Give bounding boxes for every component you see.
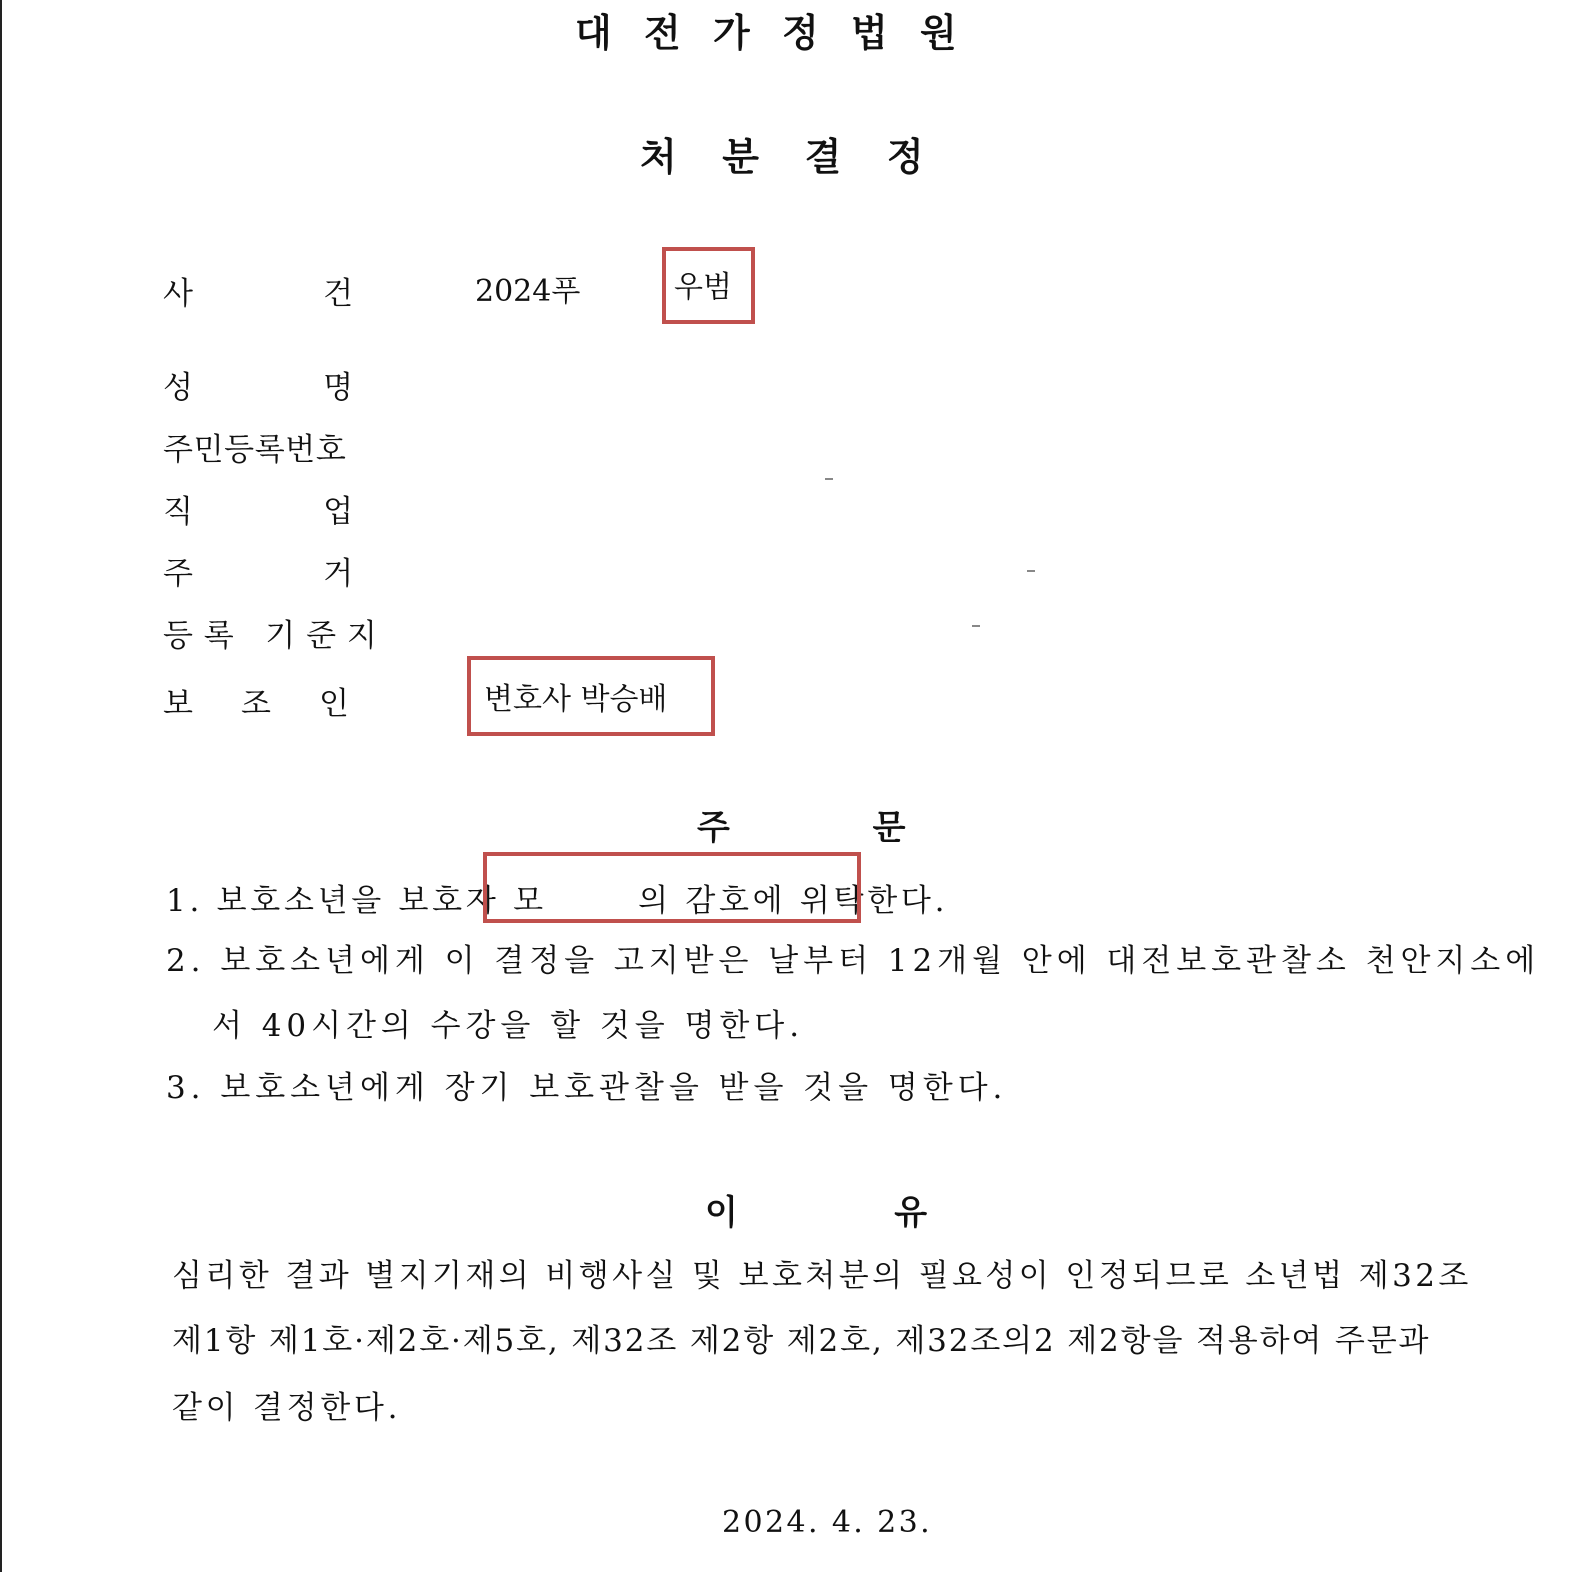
order-item-1-suffix: 한다. — [867, 883, 949, 919]
order-item-3-number: 3. — [166, 1070, 206, 1106]
order-item-3-text: 보호소년에게 장기 보호관찰을 받을 것을 명한다. — [220, 1070, 1008, 1106]
order-item-1-highlighted: 의 감호에 위탁 — [638, 883, 868, 919]
decision-date: 2024. 4. 23. — [722, 1505, 933, 1540]
order-item-3 — [166, 1062, 1007, 1107]
order-item-2 — [166, 935, 1540, 980]
case-name: 우범 — [674, 270, 732, 305]
case-label — [163, 268, 484, 313]
resident-number-label — [163, 424, 355, 469]
reason-line-3: 같이 결정한다. — [172, 1390, 402, 1426]
occupation-label-text: 직업 — [163, 494, 484, 530]
case-number: 2024푸 — [475, 274, 581, 309]
registration-base-label — [163, 610, 388, 655]
order-item-2-number: 2. — [166, 943, 206, 979]
redaction-mark — [825, 478, 833, 480]
redaction-mark — [1027, 570, 1035, 572]
redaction-mark — [972, 625, 980, 627]
residence-label — [163, 548, 484, 593]
reason-line-2: 제1항 제1호·제2호·제5호, 제32조 제2항 제2호, 제32조의2 제2항을 적용하여 주문과 — [172, 1323, 1431, 1359]
page-left-border — [0, 0, 2, 1572]
registration-base-label-text: 등록 기준지 — [163, 618, 388, 654]
reason-heading: 이유 — [705, 1193, 1084, 1233]
court-name: 대전가정법원 — [575, 11, 990, 55]
order-item-1-highlight-box — [483, 852, 861, 923]
document-type-title: 처분결정 — [640, 135, 970, 179]
order-item-1-guardian: 모 — [513, 883, 547, 919]
order-item-1-number: 1. — [166, 883, 204, 919]
name-label — [163, 362, 484, 407]
order-heading: 주문 — [697, 808, 1049, 848]
name-label-text: 성명 — [163, 370, 484, 406]
occupation-label — [163, 486, 484, 531]
assistant-label-text: 보조인 — [163, 686, 397, 722]
order-item-2-line2: 서 40시간의 수강을 할 것을 명한다. — [212, 1008, 805, 1044]
resident-number-label-text: 주민등록번호 — [163, 432, 347, 468]
reason-line-1: 심리한 결과 별지기재의 비행사실 및 보호처분의 필요성이 인정되므로 소년법 제32조 — [172, 1258, 1472, 1294]
residence-label-text: 주거 — [163, 556, 484, 592]
assistant-label — [163, 678, 397, 723]
order-item-2-line1: 보호소년에게 이 결정을 고지받은 날부터 12개월 안에 대전보호관찰소 천안지소에 — [220, 943, 1541, 979]
case-label-text: 사건 — [163, 276, 484, 312]
assistant-value: 변호사 박승배 — [484, 682, 668, 717]
order-item-1-prefix: 보호소년을 보호자 — [216, 883, 514, 919]
